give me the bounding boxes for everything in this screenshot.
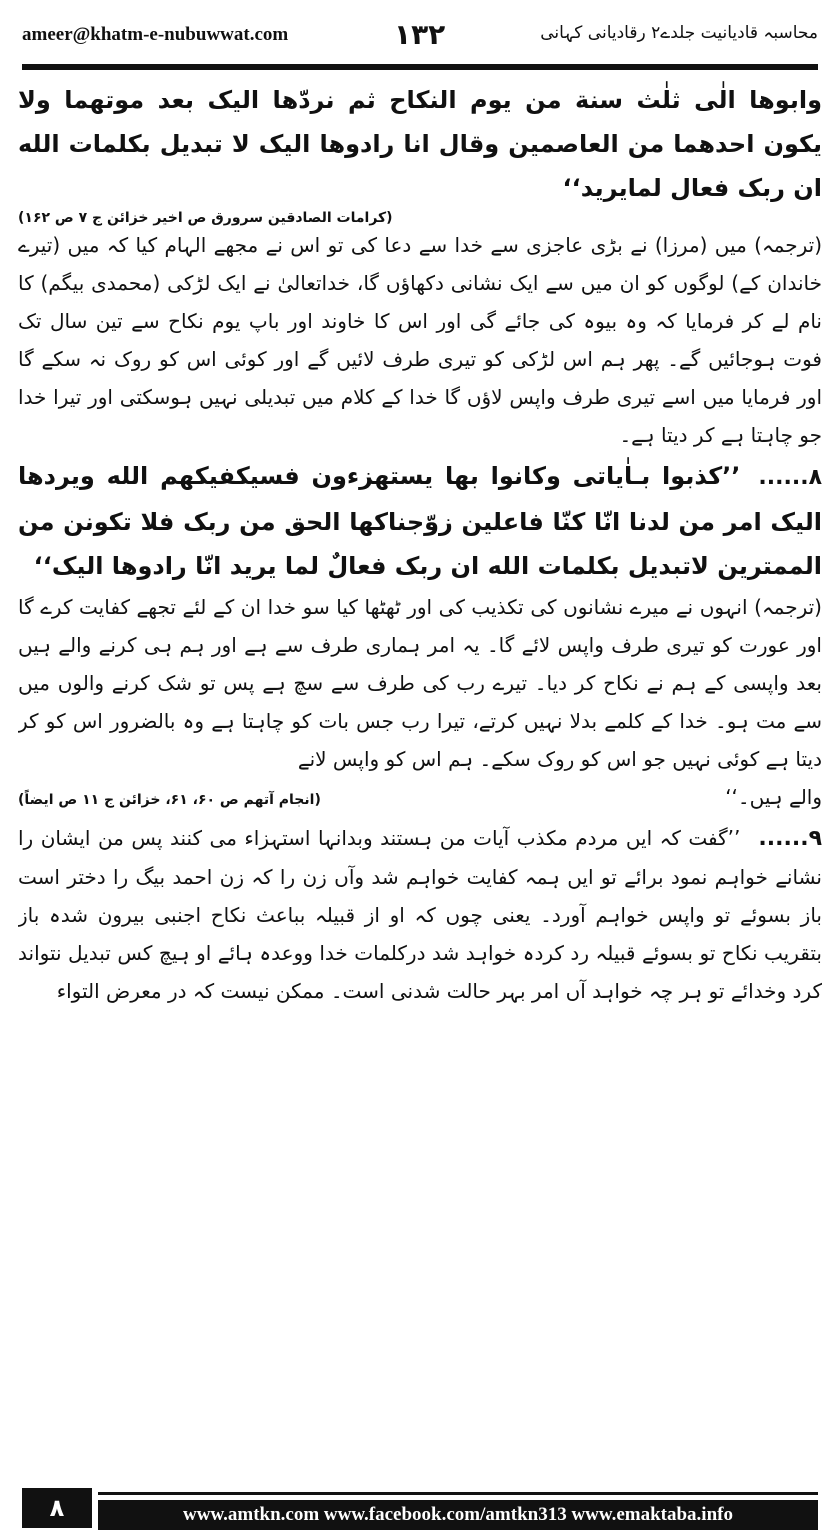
- arabic-quote-2-text: ’’کذبوا بـاٰیاتی وکانوا بها یستهزءون فسیکفیکهم الله ویردها الیک امر من لدنا انّا کنّا فاعلین زوّجناکها الحق من ربک فلا تکونن من الممترین لاتبدیل بکلمات الله ان ربک فعالٌ لما یرید انّا رادوها الیک‘‘: [18, 462, 822, 580]
- page-header: [22, 18, 818, 58]
- arabic-quote-1: وابوها الٰی ثلٰث سنة من یوم النکاح ثم نردّها الیک بعد موتهما ولا یکون احدهما من العاصمین وقال انا رادوها الیک لا تبدیل بکلمات الله ان ربک فعال لمایرید‘‘: [18, 86, 822, 202]
- footer-links: www.amtkn.com www.facebook.com/amtkn313 www.emaktaba.info: [98, 1500, 818, 1530]
- footer-rule: [98, 1492, 818, 1495]
- reference-row-1: [18, 210, 822, 226]
- page-body: [18, 78, 822, 1460]
- persian-quote: [18, 819, 822, 1010]
- footer-page-box: ۸: [22, 1488, 92, 1528]
- urdu-translation-2: (ترجمہ) انہوں نے میرے نشانوں کی تکذیب کی اور ٹھٹھا کیا سو خدا ان کے لئے تجھے کفایت کرے گا اور عورت کو تیری طرف واپس لائے گا۔ یہ امر ہماری طرف سے ہے اور ہم ہی کرنے والے ہیں بعد واپسی کے ہم نے نکاح کر دیا۔ تیرے رب کی طرف سے سچ ہے پس تو شک کرنے والوں میں سے مت ہو۔ خدا کے کلمے بدلا نہیں کرتے، تیرا رب جس بات کو چاہتا ہے وہ بالضرور اس کو کر دیتا ہے کوئی نہیں جو اس کو روک سکے۔ ہم اس کو واپس لانے: [18, 595, 822, 771]
- reference-row-2: [18, 778, 822, 819]
- reference-1: (کرامات الصادقین سرورق ص اخیر خزائن ج ۷ ص ۱۶۲): [18, 210, 393, 226]
- header-email: ameer@khatm-e-nubuwwat.com: [22, 24, 289, 45]
- header-rule: [22, 64, 818, 70]
- persian-quote-text: ’’گفت کہ ایں مردم مکذب آیات من ہستند وبدانہا استہزاء می کنند پس من ایشان را نشانے خواہم نمود برائے تو ایں ہمہ کفایت خواہم شد وآں زن را کہ زن احمد بیگ را دختر است باز بسوئے تو واپس خواہم آورد۔ یعنی چوں کہ او از قبیلہ بباعث نکاح اجنبی بیرون شدہ باز بتقریب نکاح تو بسوئے قبیلہ رد کردہ خواہد شد درکلمات خدا ووعدہ ہائے او ہیچ کس تبدیل نتواند کرد وخدائے تو ہر چہ خواہد آں امر بہر حالت شدنی است۔ ممکن نیست کہ در معرض التواء: [18, 826, 822, 1003]
- arabic-quote-2: [18, 454, 822, 588]
- item-number-9: ۹......: [758, 826, 822, 851]
- book-title: محاسبہ قادیانیت جلدے۲ رقادیانی کہانی: [540, 23, 818, 43]
- urdu-translation-2-end: والے ہیں۔‘‘: [725, 785, 822, 809]
- urdu-translation-1: (ترجمہ) میں (مرزا) نے بڑی عاجزی سے خدا سے دعا کی تو اس نے مجھے الہام کیا کہ میں (تیرے خاندان کے) لوگوں کو ان میں سے ایک نشانی دکھاؤں گا، خداتعالیٰ نے ایک لڑکی (محمدی بیگم) کا نام لے کر فرمایا کہ وہ بیوہ کی جائے گی اور اس کا خاوند اور باپ یوم نکاح سے تین سال تک فوت ہوجائیں گے۔ پھر ہم اس لڑکی کو تیری طرف لائیں گے اور کوئی اس کو روک نہ سکے گا اور فرمایا میں اسے تیری طرف واپس لاؤں گا خدا کے کلام میں تبدیلی نہیں ہوسکتی اور تیرا خدا جو چاہتا ہے کر دیتا ہے۔: [18, 233, 822, 447]
- reference-2: (انجام آتھم ص ۶۰، ۶۱، خزائن ج ۱۱ ص ایضاً): [18, 792, 321, 808]
- page-number: ۱۳۲: [394, 18, 446, 51]
- item-number-8: ۸......: [758, 465, 822, 490]
